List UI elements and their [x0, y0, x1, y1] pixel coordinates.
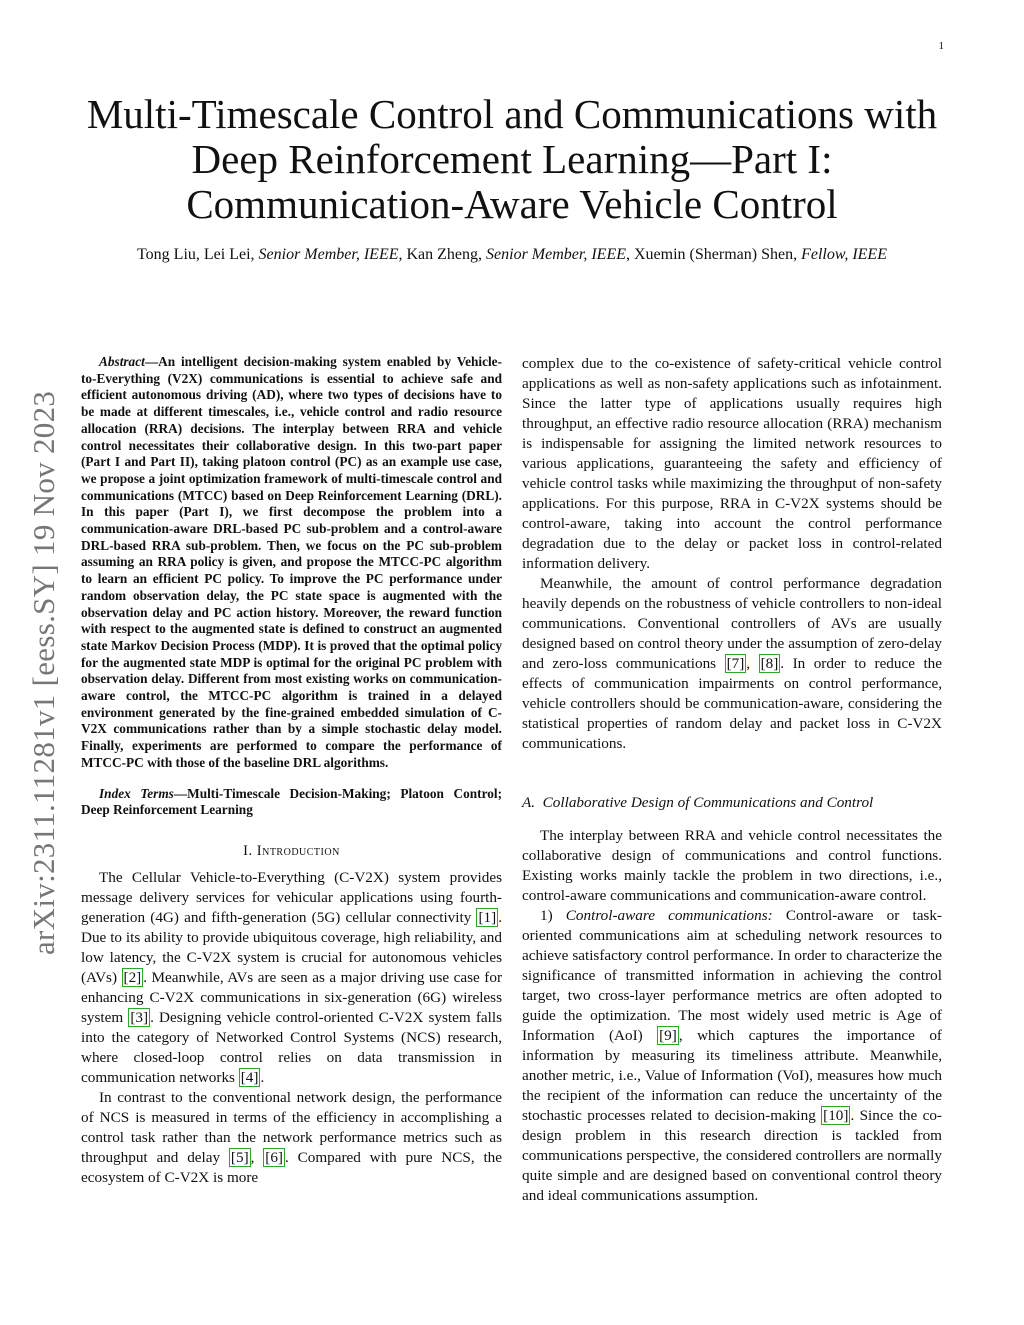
section-number: I.	[243, 842, 257, 859]
citation-link[interactable]: [9]	[659, 1027, 677, 1044]
text-run: The interplay between RRA and vehicle control necessitates the collaborative design of communications and control functions. Existing works mainly tackle the problem in two directions, i.e., control-aware communications and communication-aware control.	[522, 827, 942, 904]
abstract-text: —An intelligent decision-making system enabled by Vehicle-to-Everything (V2X) communications is essential to achieve safe and efficient autonomous driving (AD), where two types of decisions have to be made at different timescales, i.e., vehicle control and radio resource allocation (RRA) decisions. The interplay between RRA and vehicle control necessitates their collaborative design. In this two-part paper (Part I and Part II), taking platoon control (PC) as an example use case, we propose a joint optimization framework of multi-timescale control and communications (MTCC) based on Deep Reinforcement Learning (DRL). In this paper (Part I), we first decompose the problem into a communication-aware DRL-based PC sub-problem and a control-aware DRL-based RRA sub-problem. Then, we focus on the PC sub-problem assuming an RRA policy is given, and propose the MTCC-PC algorithm to learn an efficient PC policy. To improve the PC performance under random observation delay, the PC state space is augmented with the observation delay and PC action history. Moreover, the reward function with respect to the augmented state is defined to construct an augmented state Markov Decision Process (MDP). It is proved that the optimal policy for the augmented state MDP is optimal for the original PC problem with observation delay. Different from most existing works on communication-aware control, the MTCC-PC algorithm is trained in a delayed environment generated by the fine-grained embedded simulation of C-V2X communications rather than by a simple stochastic delay model. Finally, experiments are performed to compare the performance of MTCC-PC with those of the baseline DRL algorithms.	[81, 354, 502, 770]
section-title: Introduction	[256, 842, 340, 859]
text-run: . Designing vehicle control-oriented C-V2X system falls into the category of Networked Control Systems (NCS) research, where closed-loop control relies on data transmission in communication networks	[81, 1008, 502, 1086]
subsubsection-title: Control-aware communications:	[565, 907, 773, 924]
text-run: ,	[250, 1148, 264, 1166]
title-line-1: Multi-Timescale Control and Communications with	[86, 91, 938, 137]
index-terms-label: Index Terms	[99, 785, 174, 801]
citation-link[interactable]: [4]	[240, 1068, 259, 1086]
text-run: Control-aware or task-oriented communications aim at scheduling network resources to achieve satisfactory control performance. In order to characterize the significance of transmitted information in achieving the control target, two cross-layer performance metrics are often adopted to guide the optimization. The most widely used metric is Age of Information (AoI)	[522, 907, 942, 1044]
author-role-2: Senior Member, IEEE	[486, 246, 626, 263]
intro-paragraph-3	[522, 574, 942, 754]
abstract	[81, 354, 502, 772]
intro-paragraph-2-continued	[522, 354, 942, 574]
collab-paragraph-2	[522, 906, 942, 1206]
text-run: .	[260, 1068, 265, 1086]
text-run: complex due to the co-existence of safety-critical vehicle control applications as well as non-safety applications such as infotainment. Since the latter type of applications usually requires high throughput, an effective radio resource allocation (RRA) mechanism is indispensable for assigning the limited network resources to various applications, guaranteeing the safety and efficiency of vehicle control tasks while maximizing the throughput of non-safety applications. For this purpose, RRA in C-V2X systems should be control-aware, taking into account the control performance degradation due to the delay or packet loss in control-related information delivery.	[522, 355, 942, 572]
text-run: The Cellular Vehicle-to-Everything (C-V2X) system provides message delivery services for vehicular applications using fourth-generation (4G) and fifth-generation (5G) cellular connectivity	[81, 868, 502, 926]
author-names-3: , Xuemin (Sherman) Shen,	[626, 246, 802, 263]
text-run: . Due to its ability to provide ubiquitous coverage, high reliability, and low latency, the C-V2X system is crucial for autonomous vehicles (AVs)	[81, 908, 502, 986]
index-terms	[81, 786, 502, 819]
subsection-heading	[522, 794, 942, 812]
collab-paragraph-1	[522, 826, 942, 906]
subsection-title: Collaborative Design of Communications and Control	[542, 794, 874, 811]
intro-paragraph-1	[81, 868, 502, 1088]
author-names-1: Tong Liu, Lei Lei,	[137, 246, 259, 263]
title-line-3: Communication-Aware Vehicle Control	[186, 181, 838, 227]
text-run: ,	[746, 655, 759, 672]
paper-title	[70, 92, 954, 227]
section-heading-introduction	[81, 843, 502, 860]
citation-link[interactable]: [6]	[265, 1148, 283, 1166]
text-run: , which captures the importance of information by measuring its timeliness attribute. Meanwhile, another metric, i.e., Value of Information (VoI), measures how much the recipient of the information can reduce the uncertainty of the stochastic processes related to decision-making	[522, 1027, 942, 1124]
left-column	[81, 354, 502, 1188]
arxiv-identifier: arXiv:2311.11281v1 [eess.SY] 19 Nov 2023	[26, 390, 61, 955]
author-role-1: Senior Member, IEEE	[258, 246, 399, 263]
citation-link[interactable]: [3]	[130, 1008, 149, 1026]
index-terms-text: —Multi-Timescale Decision-Making; Platoon Control; Deep Reinforcement Learning	[81, 785, 503, 818]
text-run: In contrast to the conventional network design, the performance of NCS is measured in terms of the efficiency in accomplishing a control task rather than the network performance metrics such as throughput and delay	[81, 1088, 502, 1166]
author-names-2: , Kan Zheng,	[398, 246, 487, 263]
citation-link[interactable]: [2]	[123, 968, 142, 986]
text-run: . Meanwhile, AVs are seen as a major driving use case for enhancing C-V2X communications in six-generation (6G) wireless system	[81, 968, 502, 1026]
title-line-2: Deep Reinforcement Learning—Part I:	[191, 136, 833, 182]
abstract-label: Abstract	[99, 354, 145, 369]
citation-link[interactable]: [7]	[726, 655, 745, 672]
citation-link[interactable]: [1]	[478, 908, 497, 926]
text-run: Meanwhile, the amount of control performance degradation heavily depends on the robustness of vehicle controllers to non-ideal communications. Conventional controllers of AVs are usually designed based on control theory under the assumption of zero-delay and zero-loss communications	[522, 575, 942, 672]
subsection-label: A.	[522, 794, 536, 811]
page-number: 1	[938, 40, 944, 52]
citation-link[interactable]: [10]	[823, 1107, 849, 1124]
text-run: . In order to reduce the effects of communication impairments on control performance, vehicle controllers should be communication-aware, considering the statistical properties of random delay and packet loss in C-V2X communications.	[522, 655, 943, 752]
text-run: . Compared with pure NCS, the ecosystem of C-V2X is more	[81, 1148, 502, 1186]
citation-link[interactable]: [8]	[760, 655, 779, 672]
right-column	[522, 354, 942, 1206]
author-list	[80, 244, 944, 266]
text-run: . Since the co-design problem in this research direction is tackled from communications perspective, the considered controllers are normally quite simple and are designed based on conventional control theory and ideal communications assumption.	[522, 1107, 942, 1204]
citation-link[interactable]: [5]	[230, 1148, 249, 1166]
intro-paragraph-2	[81, 1088, 502, 1188]
subsubsection-number: 1)	[540, 907, 566, 924]
author-role-3: Fellow, IEEE	[801, 246, 887, 263]
